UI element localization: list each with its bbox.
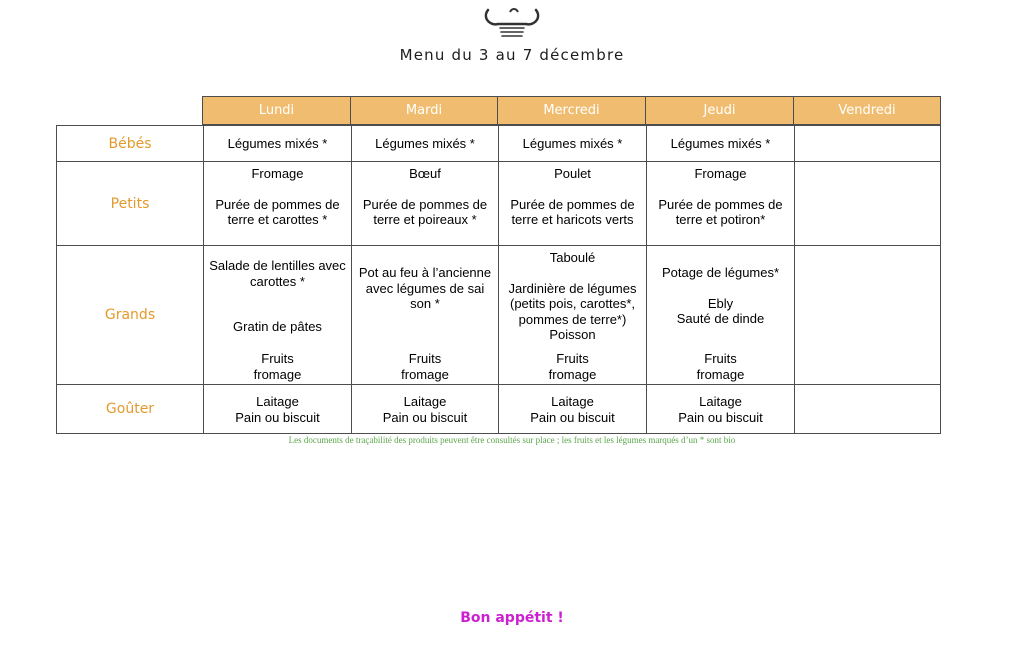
petits-jeudi (646, 162, 794, 246)
gouter-vendredi (794, 385, 941, 434)
dish: Laitage (699, 394, 742, 409)
grands-vendredi (794, 246, 941, 347)
dish: terre et haricots verts (511, 212, 634, 227)
page-title: Menu du 3 au 7 décembre (399, 46, 625, 64)
dish: Purée de pommes de (510, 196, 635, 212)
category-petits: Petits (56, 162, 203, 246)
gouter-mercredi (498, 385, 646, 434)
dish: Fruits (704, 351, 737, 366)
day-header-lundi: Lundi (202, 96, 351, 125)
dish: Fruits (408, 351, 442, 366)
bebes-mercredi: Légumes mixés * (498, 125, 646, 162)
dish: Pain ou biscuit (530, 409, 615, 425)
chef-hat-icon (480, 6, 544, 40)
dish: Poisson (549, 327, 596, 342)
dish: Taboulé (549, 250, 596, 265)
menu-table (56, 96, 941, 434)
table-corner (56, 96, 203, 125)
dish: Salade de lentilles avec (209, 258, 346, 273)
grands-jeudi (646, 246, 794, 347)
day-header-mercredi: Mercredi (497, 96, 646, 125)
dish: avec légumes de sai (365, 280, 485, 296)
gouter-jeudi (646, 385, 794, 434)
bebes-lundi: Légumes mixés * (203, 125, 351, 162)
dish: Laitage (551, 394, 594, 409)
dish: Gratin de pâtes (233, 319, 322, 334)
day-header-jeudi: Jeudi (645, 96, 794, 125)
gouter-mardi (351, 385, 498, 434)
day-header-mardi: Mardi (350, 96, 498, 125)
bebes-jeudi: Légumes mixés * (646, 125, 794, 162)
petits-mercredi (498, 162, 646, 246)
dessert-lundi (203, 347, 351, 385)
category-gouter: Goûter (56, 385, 203, 434)
dish: Purée de pommes de (362, 196, 488, 212)
dish: Pain ou biscuit (382, 409, 468, 425)
dish: Pot au feu à l’ancienne (358, 265, 492, 280)
bebes-mardi: Légumes mixés * (351, 125, 498, 162)
dish: fromage (548, 366, 597, 382)
dish: Potage de légumes* (661, 265, 780, 280)
category-bebes: Bébés (56, 125, 203, 162)
dish: Fruits (556, 351, 589, 366)
petits-lundi (203, 162, 351, 246)
dish: son * (410, 296, 440, 311)
dish: terre et poireaux * (373, 212, 477, 227)
dish: fromage (696, 366, 745, 382)
dish: Purée de pommes de (215, 196, 340, 212)
dish: (petits pois, carottes*, (510, 296, 635, 311)
dish: Laitage (403, 394, 447, 409)
dessert-jeudi (646, 347, 794, 385)
dish: terre et potiron* (675, 212, 766, 227)
petits-vendredi (794, 162, 941, 246)
dish: fromage (401, 366, 449, 382)
dish: Fromage (694, 166, 747, 181)
grands-mardi (351, 246, 498, 347)
dish: Purée de pommes de (658, 196, 783, 212)
dish: Bœuf (409, 166, 441, 181)
bebes-vendredi (794, 125, 941, 162)
grands-mercredi (498, 246, 646, 347)
dish: Poulet (554, 166, 591, 181)
dish: Fruits (261, 351, 294, 366)
grands-lundi (203, 246, 351, 347)
dish: Jardinière de légumes (508, 280, 637, 296)
petits-mardi (351, 162, 498, 246)
dish: pommes de terre*) (518, 311, 627, 327)
dish: Pain ou biscuit (235, 409, 320, 425)
day-header-vendredi: Vendredi (793, 96, 941, 125)
dish: carottes * (250, 273, 305, 289)
dish: Sauté de dinde (676, 311, 765, 326)
dish: Laitage (256, 394, 299, 409)
gouter-lundi (203, 385, 351, 434)
dish: Fromage (251, 166, 304, 181)
dish: terre et carottes * (227, 212, 328, 227)
category-grands: Grands (56, 246, 203, 385)
dish: Pain ou biscuit (678, 409, 763, 425)
traceability-note: Les documents de traçabilité des produits peuvent être consultés sur place ; les fruits et les légumes marqués d’un * sont bio (288, 435, 736, 445)
closing-message: Bon appétit ! (460, 610, 564, 626)
dessert-mardi (351, 347, 498, 385)
dessert-mercredi (498, 347, 646, 385)
dish: fromage (253, 366, 302, 382)
dish: Ebly (707, 295, 734, 311)
dessert-vendredi (794, 347, 941, 385)
